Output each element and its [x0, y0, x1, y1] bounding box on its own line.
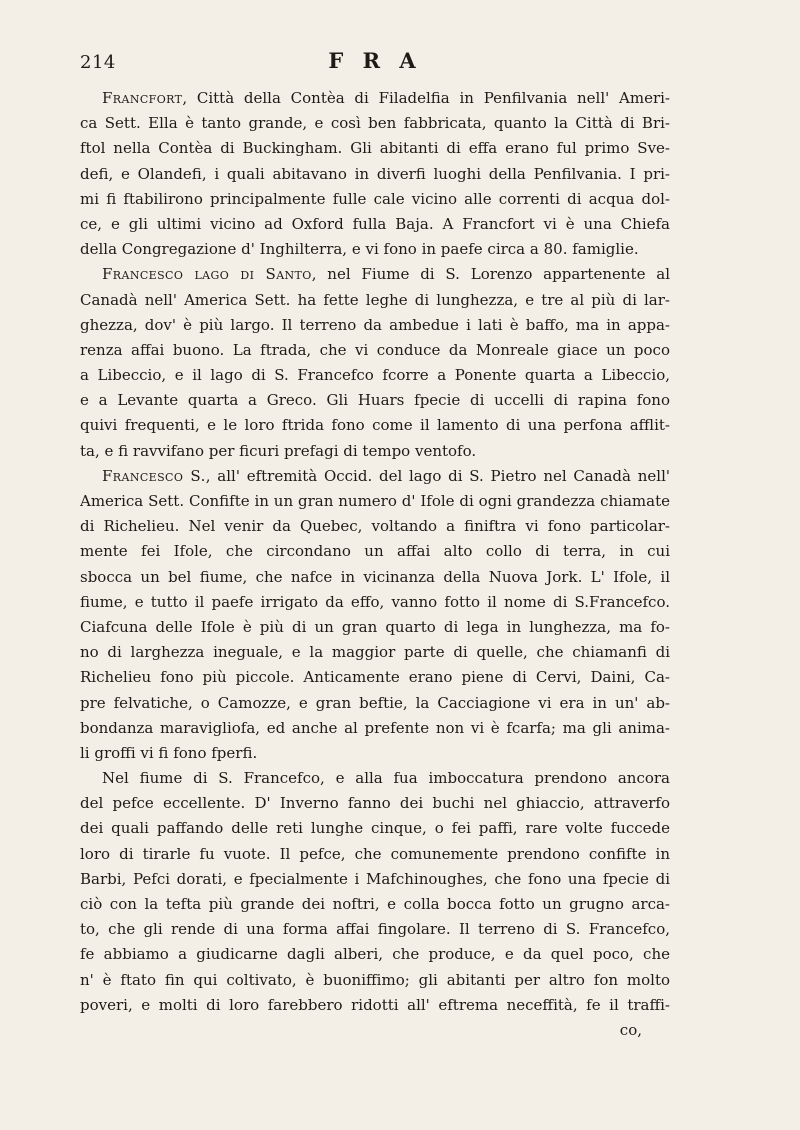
text-line: no di larghezza ineguale, e la maggior parte di quelle, che chiamanfi di	[80, 643, 670, 662]
page-number: 214	[80, 52, 116, 73]
catchword: co,	[619, 1020, 642, 1039]
text-line: to, che gli rende di una forma affai fingolare. Il terreno di S. Francefco,	[80, 920, 670, 939]
text-line: bondanza maravigliofa, ed anche al prefente non vi è fcarfa; ma gli anima-	[80, 718, 670, 737]
text-line: e a Levante quarta a Greco. Gli Huars fpecie di uccelli di rapina fono	[80, 391, 670, 410]
text-line: quivi frequenti, e le loro ftrida fono come il lamento di una perfona afflit-	[80, 416, 670, 435]
entry-term: Francesco lago di Santo	[102, 265, 312, 284]
text-line: America Sett. Confifte in un gran numero d' Ifole di ogni grandezza chiamate	[80, 492, 670, 510]
body-text	[80, 86, 670, 1043]
text-line: di Richelieu. Nel venir da Quebec, voltando a finiftra vi fono particolar-	[80, 517, 670, 536]
text-line: sbocca un bel fiume, che nafce in vicinanza della Nuova Jork. L' Ifole, il	[80, 567, 670, 586]
text-line: della Congregazione d' Inghilterra, e vi fono in paefe circa a 80. famiglie.	[80, 240, 639, 259]
text-line: fe abbiamo a giudicarne dagli alberi, che produce, e da quel poco, che	[80, 945, 670, 964]
text-line: del pefce eccellente. D' Inverno fanno dei buchi nel ghiaccio, attraverfo	[80, 794, 670, 813]
entry-term: Francfort	[102, 89, 183, 107]
text-line: loro di tirarle fu vuote. Il pefce, che comunemente prendono confifte in	[80, 844, 670, 863]
text-line: defi, e Olandefi, i quali abitavano in diverfi luoghi della Penfilvania. I pri-	[80, 164, 670, 183]
text-line: Ciafcuna delle Ifole è più di un gran quarto di lega in lunghezza, ma fo-	[80, 617, 670, 636]
text-line: li groffi vi fi fono fperfi.	[80, 743, 258, 762]
text-line: poveri, e molti di loro farebbero ridotti all' eftrema neceffità, fe il traffi-	[80, 995, 670, 1014]
text-line: dei quali paffando delle reti lunghe cinque, o fei paffi, rare volte fuccede	[80, 819, 670, 838]
text-line: ca Sett. Ella è tanto grande, e così ben fabbricata, quanto la Città di Bri-	[80, 114, 670, 133]
text-line: Francfort, Città della Contèa di Filadelfia in Penfilvania nell' Ameri-	[102, 89, 670, 107]
text-line: ta, e fi ravvifano per ficuri prefagi di tempo ventofo.	[80, 441, 477, 460]
text-line: Canadà nell' America Sett. ha fette leghe di lunghezza, e tre al più di lar-	[80, 290, 670, 309]
text-line: Nel fiume di S. Francefco, e alla fua imboccatura prendono ancora	[102, 769, 670, 788]
running-head: F R A	[328, 48, 422, 73]
text-line: ftol nella Contèa di Buckingham. Gli abitanti di effa erano ful primo Sve-	[80, 139, 670, 158]
text-line: renza affai buono. La ftrada, che vi conduce da Monreale giace un poco	[80, 340, 670, 359]
text-line: ghezza, dov' è più largo. Il terreno da ambedue i lati è baffo, ma in appa-	[80, 315, 670, 334]
text-line: ce, e gli ultimi vicino ad Oxford fulla Baja. A Francfort vi è una Chiefa	[80, 214, 670, 233]
text-line: Barbi, Pefci dorati, e fpecialmente i Mafchinoughes, che fono una fpecie di	[80, 869, 670, 888]
text-line: n' è ftato fin qui coltivato, è buoniffimo; gli abitanti per altro fon molto	[80, 970, 670, 989]
text-line: ciò con la tefta più grande dei noftri, e colla bocca fotto un grugno arca-	[80, 895, 670, 913]
text-line: Richelieu fono più piccole. Anticamente erano piene di Cervi, Daini, Ca-	[80, 668, 670, 687]
text-line: Francesco S., all' eftremità Occid. del lago di S. Pietro nel Canadà nell'	[102, 466, 670, 485]
text-line: pre felvatiche, o Camozze, e gran beftie, la Cacciagione vi era in un' ab-	[80, 693, 670, 712]
text-line: Francesco lago di Santo, nel Fiume di S. Lorenzo appartenente al	[102, 265, 670, 284]
text-line: mi fi ftabilirono principalmente fulle cale vicino alle correnti di acqua dol-	[80, 189, 670, 208]
entry-term: Francesco S.	[102, 466, 206, 485]
text-line: mente fei Ifole, che circondano un affai alto collo di terra, in cui	[80, 542, 670, 561]
text-line: a Libeccio, e il lago di S. Francefco fcorre a Ponente quarta a Libeccio,	[80, 366, 670, 385]
text-line: fiume, e tutto il paefe irrigato da effo, vanno fotto il nome di S.Francefco.	[80, 592, 670, 611]
page-header	[80, 48, 670, 78]
